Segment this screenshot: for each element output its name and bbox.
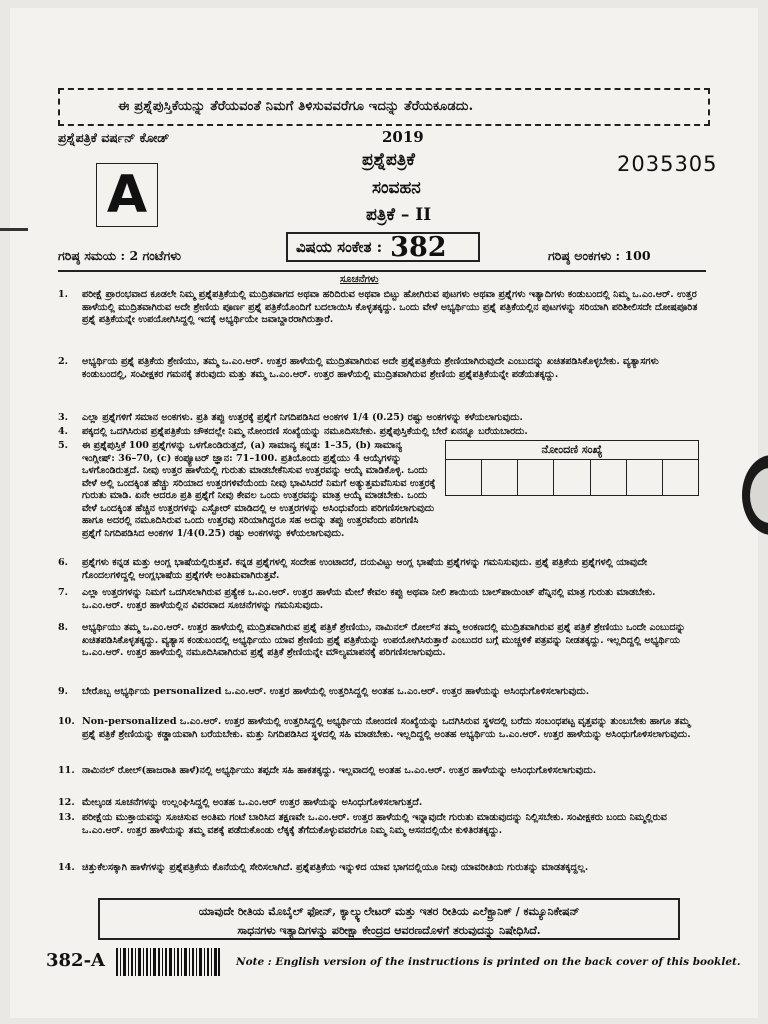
warning-line-2: ಸಾಧನಗಳು ಇತ್ಯಾದಿಗಳನ್ನು ಪರೀಕ್ಷಾ ಕೇಂದ್ರದ ಆವರಣದೊಳಗೆ ತರುವುದನ್ನು ನಿಷೇಧಿಸಿದೆ. [237,924,541,937]
instruction-item [58,289,698,327]
registration-digit-cell[interactable] [446,460,482,495]
instruction-number: 5. [58,440,69,451]
version-code-label: ಪ್ರಶ್ನೆಪತ್ರಿಕೆ ವರ್ಷನ್ ಕೋಡ್ [58,130,170,145]
do-not-open-banner: ಈ ಪ್ರಶ್ನೆಪುಸ್ತಿಕೆಯನ್ನು ತೆರೆಯವಂತೆ ನಿಮಗೆ ತಿಳಿಸುವವರೆಗೂ ಇದನ್ನು ತೆರೆಯಕೂಡದು. [118,99,474,114]
instruction-item [58,716,698,741]
registration-digit-cell[interactable] [663,460,698,495]
subject-code: 382 [390,231,447,263]
instruction-number: 2. [58,356,69,367]
instruction-item [58,356,698,381]
instruction-item [58,426,698,439]
instruction-number: 7. [58,587,69,598]
english-version-note: Note : English version of the instructions is printed on the back cover of this booklet. [236,956,741,968]
instruction-text: ಈ ಪ್ರಶ್ನೆಪುಸ್ತಿಕೆ 100 ಪ್ರಶ್ನೆಗಳನ್ನು ಒಳಗೊಂಡಿರುತ್ತದೆ, (a) ಸಾಮಾನ್ಯ ಕನ್ನಡ: 1–35, (b) ಸಾಮಾನ್ಯ ಇಂಗ್ಲೀಷ್: 36–70, (c) ಕಂಪ್ಯೂಟರ್ ಜ್ಞಾನ: 71–100. ಪ್ರತಿಯೊಂದು ಪ್ರಶ್ನೆಯು 4 ಆಯ್ಕೆಗಳನ್ನು ಒಳಗೊಂಡಿರುತ್ತದೆ. ನೀವು ಉತ್ತರ ಹಾಳೆಯಲ್ಲಿ ಗುರುತು ಮಾಡಬೇಕೆನಿಸುವ ಉತ್ತರವನ್ನು ಆಯ್ಕೆ ಮಾಡಿಕೊಳ್ಳಿ. ಒಂದು ವೇಳೆ ಅಲ್ಲಿ ಒಂದಕ್ಕಿಂತ ಹೆಚ್ಚು ಸರಿಯಾದ ಉತ್ತರಗಳಿವೆಯೆಂದು ನೀವು ಭಾವಿಸಿದರೆ ನಿಮಗೆ ಅತ್ಯುತ್ತಮವೆನಿಸುವ ಉತ್ತರಕ್ಕೆ ಗುರುತು ಮಾಡಿ. ಏನೇ ಆದರೂ ಪ್ರತಿ ಪ್ರಶ್ನೆಗೆ ನೀವು ಕೇವಲ ಒಂದು ಉತ್ತರವನ್ನು ಮಾತ್ರ ಆಯ್ಕೆ ಮಾಡಬೇಕು. ಒಂದು ವೇಳೆ ಒಂದಕ್ಕಿಂತ ಹೆಚ್ಚಿನ ಉತ್ತರಗಳನ್ನು ಎಸ್ಟೋರ್ ಮಾಡಿದಲ್ಲಿ ಆ ಉತ್ತರಗಳನ್ನು ಅಸಿಂಧುವೆಂದು ಪರಿಗಣಿಸಲಾಗುವುದು ಹಾಗೂ ಅದರಲ್ಲಿ ನಮೂದಿಸಿರುವ ಒಂದು ಉತ್ತರವು ಸರಿಯಾಗಿದ್ದರೂ ಸಹ ಅದನ್ನು ತಪ್ಪು ಉತ್ತರವೆಂದು ಪರಿಗಣಿಸಿ ಪ್ರಶ್ನೆಗೆ ನಿಗದಿಪಡಿಸಿದ ಅಂಕಗಳ 1/4(0.25) ರಷ್ಟು ಅಂಕಗಳನ್ನು ಕಳೆಯಲಾಗುವುದು. [82,440,436,539]
instruction-item [58,862,698,875]
serial-number: 2035305 [617,152,718,176]
instruction-number: 6. [58,557,69,568]
electronic-devices-warning [98,898,680,940]
version-code-box [96,163,158,227]
registration-digit-cell[interactable] [482,460,518,495]
instruction-number: 14. [58,862,75,873]
header-divider [58,270,706,272]
instruction-text: ಪ್ರಶ್ನೆಗಳು ಕನ್ನಡ ಮತ್ತು ಆಂಗ್ಲ ಭಾಷೆಯಲ್ಲಿರುತ್ತವೆ. ಕನ್ನಡ ಪ್ರಶ್ನೆಗಳಲ್ಲಿ ಸಂದೇಹ ಉಂಟಾದರೆ, ದಯವಿಟ್ಟು ಆಂಗ್ಲ ಭಾಷೆಯ ಪ್ರಶ್ನೆಗಳನ್ನು ಗಮನಿಸುವುದು. ಪ್ರಶ್ನೆ ಪತ್ರಿಕೆಯ ಪ್ರಶ್ನೆಗಳಲ್ಲಿ ಯಾವುದೇ ಗೊಂದಲಗಳಿದ್ದಲ್ಲಿ ಆಂಗ್ಲಭಾಷೆಯ ಪ್ರಶ್ನೆಗಳೇ ಅಂತಿಮವಾಗಿರುತ್ತವೆ. [82,557,648,581]
subject-code-label: ವಿಷಯ ಸಂಕೇತ : [296,238,383,256]
registration-digit-cell[interactable] [518,460,554,495]
registration-number-title: ನೋಂದಣಿ ಸಂಖ್ಯೆ [446,441,698,460]
instruction-number: 4. [58,426,69,437]
instruction-text: ಅಭ್ಯರ್ಥಿಯ ಪ್ರಶ್ನೆ ಪತ್ರಿಕೆಯ ಶ್ರೇಣಿಯು, ತಮ್ಮ ಒ.ಎಂ.ಆರ್. ಉತ್ತರ ಹಾಳೆಯಲ್ಲಿ ಮುದ್ರಿತವಾಗಿರುವ ಅದೇ ಪ್ರಶ್ನೆಪತ್ರಿಕೆಯ ಶ್ರೇಣಿಯಾಗಿರುವುದೇ ಎಂಬುದನ್ನು ಖಚಿತಪಡಿಸಿಕೊಳ್ಳಬೇಕು. ವ್ಯತ್ಯಾಸಗಳು ಕಂಡುಬಂದಲ್ಲಿ, ಸಂವೀಕ್ಷಕರ ಗಮನಕ್ಕೆ ತರುವುದು ಮತ್ತು ತಮ್ಮ ಒ.ಎಂ.ಆರ್. ಉತ್ತರ ಹಾಳೆಯಲ್ಲಿ ಮುದ್ರಿತವಾಗಿರುವ ಶ್ರೇಣಿಯ ಪ್ರಶ್ನೆಪತ್ರಿಕೆಯನ್ನೇ ಪಡೆಯತಕ್ಕದ್ದು. [82,356,659,380]
instruction-text: ಪಕ್ಕದಲ್ಲಿ ಒದಗಿಸಿರುವ ಪ್ರಶ್ನೆಪತ್ರಿಕೆಯ ಚೌಕದಲ್ಲೇ ನಿಮ್ಮ ನೋಂದಣಿ ಸಂಖ್ಯೆಯನ್ನು ನಮೂದಿಸಬೇಕು. ಪ್ರಶ್ನೆಪುಸ್ತಿಕೆಯಲ್ಲಿ ಬೇರೆ ಏನನ್ನೂ ಬರೆಯಬಾರದು. [82,426,528,437]
instruction-number: 12. [58,797,75,808]
registration-digit-cell[interactable] [554,460,590,495]
instruction-item [58,622,698,660]
max-time: ಗರಿಷ್ಠ ಸಮಯ : 2 ಗಂಟೆಗಳು [58,248,182,263]
instruction-number: 3. [58,412,69,423]
instruction-text: ಎಲ್ಲಾ ಉತ್ತರಗಳನ್ನು ನಿಮಗೆ ಒದಗಿಸಲಾಗಿರುವ ಪ್ರತ್ಯೇಕ ಒ.ಎಂ.ಆರ್. ಉತ್ತರ ಹಾಳೆಯ ಮೇಲೆ ಕೇವಲ ಕಪ್ಪು ಅಥವಾ ನೀಲಿ ಶಾಯಿಯ ಬಾಲ್‌ಪಾಯಿಂಟ್ ಪೆನ್ನಿನಲ್ಲಿ ಮಾತ್ರ ಗುರುತು ಮಾಡಬೇಕು. ಒ.ಎಂ.ಆರ್. ಉತ್ತರ ಹಾಳೆಯಲ್ಲಿನ ವಿವರವಾದ ಸೂಚನೆಗಳನ್ನು ಗಮನಿಸುವುದು. [82,587,656,611]
max-marks: ಗರಿಷ್ಠ ಅಂಕಗಳು : 100 [548,248,651,263]
instruction-number: 9. [58,686,69,697]
edge-mark [0,228,28,231]
instructions-heading: ಸೂಚನೆಗಳು [340,274,379,285]
version-code: A [106,165,148,225]
instruction-text: ನಾಮಿನಲ್ ರೋಲ್(ಹಾಜರಾತಿ ಹಾಳೆ)ನಲ್ಲಿ ಅಭ್ಯರ್ಥಿಯು ತಪ್ಪದೇ ಸಹಿ ಹಾಕತಕ್ಕದ್ದು. ಇಲ್ಲವಾದಲ್ಲಿ ಅಂತಹ ಒ.ಎಂ.ಆರ್. ಉತ್ತರ ಹಾಳೆಯನ್ನು ಅಸಿಂಧುಗೊಳಿಸಲಾಗುವುದು. [82,765,597,776]
instruction-item [58,797,698,810]
instruction-item [58,440,438,540]
instruction-item [58,765,698,778]
booklet-code: 382-A [46,950,106,971]
registration-digit-cell[interactable] [591,460,627,495]
barcode-icon [116,948,220,976]
exam-year: 2019 [382,128,424,146]
warning-line-1: ಯಾವುದೇ ರೀತಿಯ ಮೊಬೈಲ್ ಫೋನ್, ಕ್ಯಾಲ್ಕ್ಯುಲೇಟರ್ ಮತ್ತು ಇತರ ರೀತಿಯ ಎಲೆಕ್ಟ್ರಾನಿಕ್ / ಕಮ್ಯೂನಿಕೇಷನ್ [198,905,580,918]
instruction-item [58,812,698,837]
instruction-item [58,587,698,612]
instruction-number: 13. [58,812,75,823]
instruction-item [58,412,698,425]
instruction-item [58,557,698,582]
instruction-text: ಚಿತ್ತುಕೆಲಸಕ್ಕಾಗಿ ಹಾಳೆಗಳನ್ನು ಪ್ರಶ್ನೆಪತ್ರಿಕೆಯ ಕೊನೆಯಲ್ಲಿ ಸೇರಿಸಲಾಗಿದೆ. ಪ್ರಶ್ನೆಪತ್ರಿಕೆಯ ಇನ್ನುಳಿದ ಯಾವ ಭಾಗದಲ್ಲಿಯೂ ನೀವು ಯಾವರೀತಿಯ ಗುರುತನ್ನು ಮಾಡತಕ್ಕದ್ದಲ್ಲ. [82,862,589,873]
instruction-text: ಪರೀಕ್ಷೆಯ ಮುಕ್ತಾಯವನ್ನು ಸೂಚಿಸುವ ಅಂತಿಮ ಗಂಟೆ ಬಾರಿಸಿದ ತಕ್ಷಣವೇ ಒ.ಎಂ.ಆರ್. ಉತ್ತರ ಹಾಳೆಯಲ್ಲಿ ಇನ್ನಾವುದೇ ಗುರುತು ಮಾಡುವುದನ್ನು ನಿಲ್ಲಿಸಬೇಕು. ಸಂವೀಕ್ಷಕರು ಬಂದು ನಿಮ್ಮಲ್ಲಿರುವ ಒ.ಎಂ.ಆರ್. ಉತ್ತರ ಹಾಳೆಯನ್ನು ತಮ್ಮ ವಶಕ್ಕೆ ಪಡೆದುಕೊಂಡು ಲೆಕ್ಕಕ್ಕೆ ತೆಗೆದುಕೊಳ್ಳುವವರೆಗೂ ನಿಮ್ಮ ನಿಮ್ಮ ಆಸನದಲ್ಲಿಯೇ ಕುಳಿತಿರತಕ್ಕದ್ದು. [82,812,667,836]
instruction-item [58,686,698,699]
instruction-number: 11. [58,765,75,776]
instruction-text: ಪರೀಕ್ಷೆ ಪ್ರಾರಂಭವಾದ ಕೂಡಲೇ ನಿಮ್ಮ ಪ್ರಶ್ನೆಪತ್ರಿಕೆಯಲ್ಲಿ ಮುದ್ರಿತವಾಗದ ಅಥವಾ ಹರಿದಿರುವ ಅಥವಾ ಬಿಟ್ಟು ಹೋಗಿರುವ ಪುಟಗಳು ಅಥವಾ ಪ್ರಶ್ನೆಗಳು ಇತ್ಯಾದಿಗಳು ಕಂಡುಬಂದಲ್ಲಿ ನಿಮ್ಮ ಒ.ಎಂ.ಆರ್. ಉತ್ತರ ಹಾಳೆಯಲ್ಲಿ ಮುದ್ರಿತವಾಗಿರುವ ಅದೇ ಶ್ರೇಣಿಯ ಪೂರ್ಣ ಪ್ರಶ್ನೆ ಪತ್ರಿಕೆಯೊಂದಿಗೆ ಬದಲಾಯಿಸಿ ಕೊಳ್ಳತಕ್ಕದ್ದು. ಒಂದು ವೇಳೆ ಅಭ್ಯರ್ಥಿಯು ಪ್ರಶ್ನೆ ಪತ್ರಿಕೆಯಲ್ಲಿನ ಪುಟಗಳನ್ನು ಸರಿಯಾಗಿ ಪರಿಶೀಲಿಸದೇ ದೋಷಪೂರಿತ ಪ್ರಶ್ನೆ ಪತ್ರಿಕೆಯನ್ನೇ ಉಪಯೋಗಿಸಿದ್ದಲ್ಲಿ ಇದಕ್ಕೆ ಅಭ್ಯರ್ಥಿಯೇ ಜವಾಬ್ದಾರರಾಗಿರುತ್ತಾರೆ. [82,289,698,325]
registration-digit-cell[interactable] [627,460,663,495]
instruction-text: ಬೇರೊಬ್ಬ ಅಭ್ಯರ್ಥಿಯ personalized ಒ.ಎಂ.ಆರ್. ಉತ್ತರ ಹಾಳೆಯಲ್ಲಿ ಉತ್ತರಿಸಿದ್ದಲ್ಲಿ ಅಂತಹ ಒ.ಎಂ.ಆರ್. ಉತ್ತರ ಹಾಳೆಯನ್ನು ಅಸಿಂಧುಗೊಳಿಸಲಾಗುವುದು. [82,686,590,697]
paper-title-line1: ಪ್ರಶ್ನೆಪತ್ರಿಕೆ [362,150,415,170]
instruction-text: ಮೇಲ್ಕಂಡ ಸೂಚನೆಗಳನ್ನು ಉಲ್ಲಂಘಿಸಿದ್ದಲ್ಲಿ ಅಂತಹ ಒ.ಎಂ.ಆರ್ ಉತ್ತರ ಹಾಳೆಯನ್ನು ಅಸಿಂಧುಗೊಳಿಸಲಾಗುತ್ತದೆ. [82,797,423,808]
registration-number-box [445,440,699,496]
instruction-number: 8. [58,622,69,633]
instruction-text: Non-personalized ಒ.ಎಂ.ಆರ್. ಉತ್ತರ ಹಾಳೆಯಲ್ಲಿ ಉತ್ತರಿಸಿದ್ದಲ್ಲಿ ಅಭ್ಯರ್ಥಿಯ ನೋಂದಣಿ ಸಂಖ್ಯೆಯನ್ನು ಒದಗಿಸಿರುವ ಸ್ಥಳದಲ್ಲಿ ಬರೆದು ಸಂಬಂಧಪಟ್ಟ ವೃತ್ತವನ್ನು ತುಂಬಬೇಕು ಹಾಗೂ ತಮ್ಮ ಪ್ರಶ್ನೆ ಪತ್ರಿಕೆ ಶ್ರೇಣಿಯನ್ನು ಕಡ್ಡಾಯವಾಗಿ ಬರೆಯಬೇಕು. ಮತ್ತು ನಿಗದಿಪಡಿಸಿದ ಸ್ಥಳದಲ್ಲಿ ಸಹಿ ಮಾಡಬೇಕು. ಇಲ್ಲದಿದ್ದಲ್ಲಿ ಅಂತಹ ಅಭ್ಯರ್ಥಿಯ ಒ.ಎಂ.ಆರ್. ಉತ್ತರ ಹಾಳೆಯನ್ನು ಅಸಿಂಧುಗೊಳಿಸಲಾಗುವುದು. [82,716,691,740]
instruction-text: ಅಭ್ಯರ್ಥಿಯು ತಮ್ಮ ಒ.ಎಂ.ಆರ್. ಉತ್ತರ ಹಾಳೆಯಲ್ಲಿ ಮುದ್ರಿತವಾಗಿರುವ ಪ್ರಶ್ನೆ ಪತ್ರಿಕೆ ಶ್ರೇಣಿಯು, ನಾಮಿನಲ್ ರೋಲ್‌ನ ತಮ್ಮ ಅಂಕಣದಲ್ಲಿ ಮುದ್ರಿತವಾಗಿರುವ ಪ್ರಶ್ನೆ ಪತ್ರಿಕೆ ಶ್ರೇಣಿಯು ಒಂದೇ ಎಂಬುದನ್ನು ಖಚಿತಪಡಿಸಿಕೊಳ್ಳತಕ್ಕದ್ದು. ವ್ಯತ್ಯಾಸ ಕಂಡುಬಂದಲ್ಲಿ ಅಭ್ಯರ್ಥಿಯು ಯಾವ ಶ್ರೇಣಿಯ ಪ್ರಶ್ನೆ ಪತ್ರಿಕೆಯನ್ನು ಉಪಯೋಗಿಸಿರುತ್ತಾರೆ ಎಂಬುದರ ಬಗ್ಗೆ ಮುಚ್ಚಳಿಕೆ ಪತ್ರವನ್ನು ನೀಡತಕ್ಕದ್ದು. ಇಲ್ಲದಿದ್ದಲ್ಲಿ ಅಭ್ಯರ್ಥಿಯ ಒ.ಎಂ.ಆರ್. ಉತ್ತರ ಹಾಳೆಯಲ್ಲಿ ನಮೂದಿಸಿವಾಗಿರುವ ಪ್ರಶ್ನೆ ಪತ್ರಿಕೆ ಶ್ರೇಣಿಯನ್ನೇ ಮೌಲ್ಯಮಾಪನಕ್ಕೆ ಪರಿಗಣಿಸಲಾಗುವುದು. [82,622,686,658]
instruction-text: ಎಲ್ಲಾ ಪ್ರಶ್ನೆಗಳಿಗೆ ಸಮಾನ ಅಂಕಗಳು. ಪ್ರತಿ ತಪ್ಪು ಉತ್ತರಕ್ಕೆ ಪ್ರಶ್ನೆಗೆ ನಿಗದಿಪಡಿಸಿದ ಅಂಕಗಳ 1/4 (0.25) ರಷ್ಟು ಅಂಕಗಳನ್ನು ಕಳೆಯಲಾಗುವುದು. [82,412,523,423]
paper-title-line2: ಸಂವಹನ [372,178,421,198]
instruction-number: 1. [58,289,69,300]
subject-code-box [286,232,480,262]
instruction-number: 10. [58,716,75,727]
paper-title-line3: ಪತ್ರಿಕೆ – II [366,205,432,225]
